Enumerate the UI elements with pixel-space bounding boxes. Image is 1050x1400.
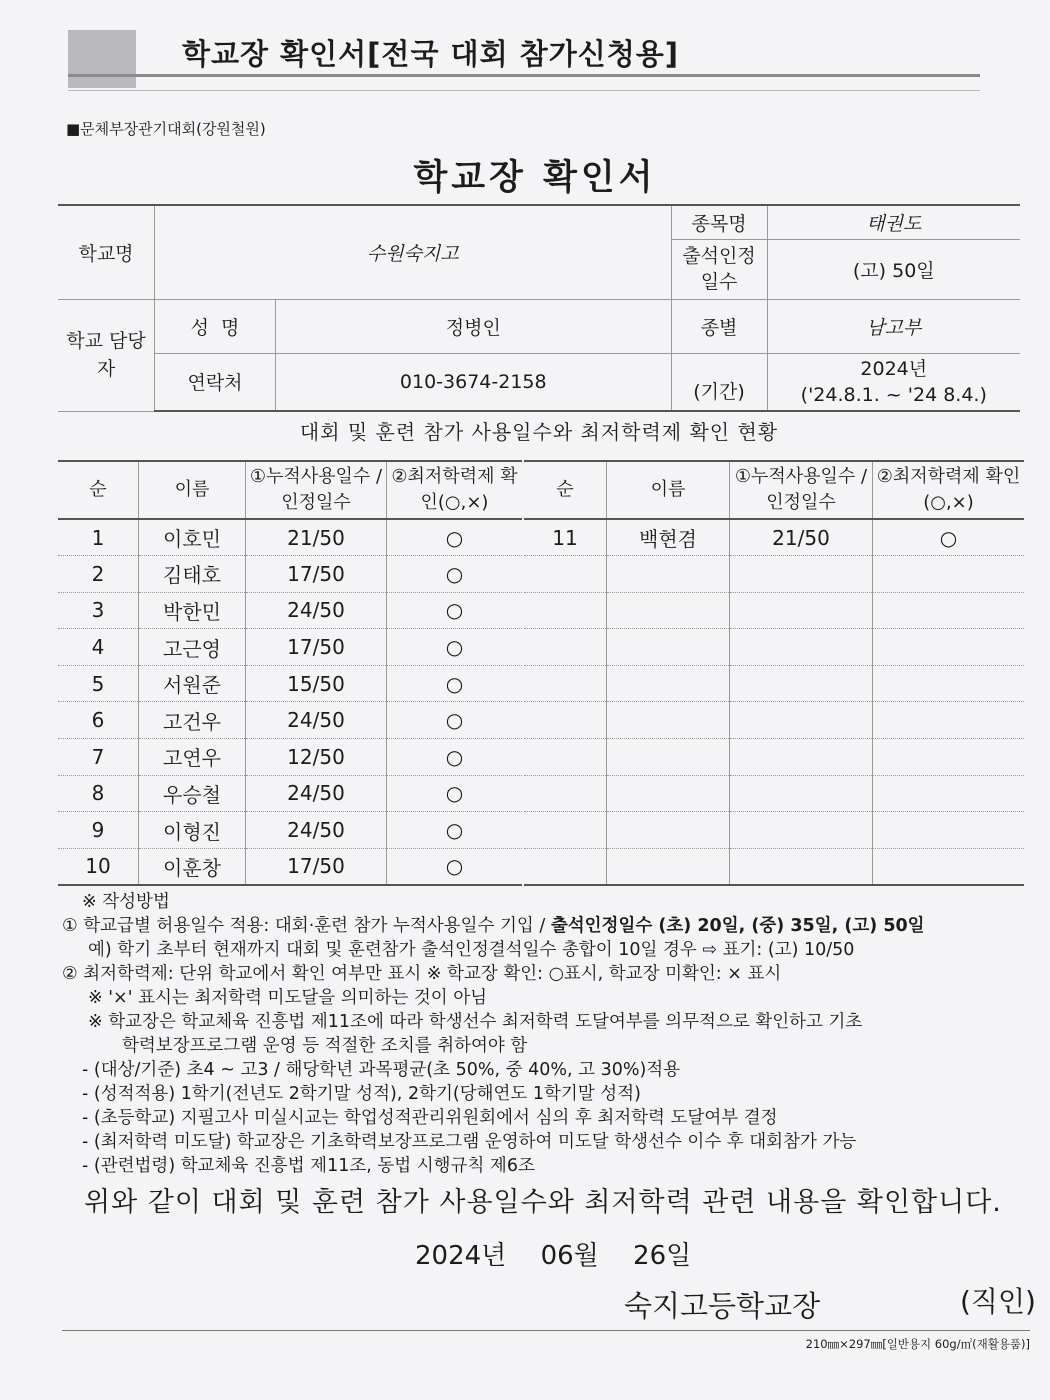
note-3: ※ '×' 표시는 최저학력 미도달을 의미하는 것이 아님 xyxy=(88,988,488,1008)
row-no xyxy=(524,812,607,849)
row-check xyxy=(873,848,1025,885)
row-days xyxy=(730,775,873,812)
division-label: 종별 xyxy=(671,299,767,353)
bullet-1: - (대상/기준) 초4 ~ 고3 / 해당학년 과목평균(초 50%, 중 40%, 고 30%)적용 xyxy=(82,1060,681,1080)
row-no: 4 xyxy=(58,629,139,666)
table-row xyxy=(524,519,1024,556)
row-check xyxy=(873,665,1025,702)
header-rule xyxy=(68,74,980,77)
row-days: 24/50 xyxy=(246,775,387,812)
row-no: 5 xyxy=(58,665,139,702)
row-no: 6 xyxy=(58,702,139,739)
row-no xyxy=(524,848,607,885)
col-no: 순 xyxy=(524,461,607,519)
date-day: 26일 xyxy=(633,1241,692,1271)
row-days: 17/50 xyxy=(246,629,387,666)
table-row xyxy=(524,812,1024,849)
row-name: 이훈창 xyxy=(139,848,246,885)
row-days: 15/50 xyxy=(246,665,387,702)
table-row xyxy=(58,665,522,702)
table-row xyxy=(58,848,522,885)
roster-section-title: 대회 및 훈련 참가 사용일수와 최저학력제 확인 현황 xyxy=(299,420,779,444)
row-no: 2 xyxy=(58,556,139,593)
row-no: 3 xyxy=(58,592,139,629)
row-days xyxy=(730,665,873,702)
table-row xyxy=(524,629,1024,666)
row-check xyxy=(873,629,1025,666)
bullet-5: - (관련법령) 학교체육 진흥법 제11조, 동법 시행규칙 제6조 xyxy=(82,1156,535,1176)
row-no xyxy=(524,702,607,739)
row-name xyxy=(607,556,730,593)
table-row xyxy=(58,592,522,629)
row-check xyxy=(873,775,1025,812)
row-days xyxy=(730,812,873,849)
roster-left-body xyxy=(58,519,522,885)
note-4-cont: 학력보장프로그램 운영 등 적절한 조치를 취하여야 함 xyxy=(122,1036,528,1056)
row-days xyxy=(730,739,873,776)
note-1-example: 예) 학기 초부터 현재까지 대회 및 훈련참가 출석인정결석일수 총합이 10일 경우 ⇨ 표기: (고) 10/50 xyxy=(88,940,855,960)
row-name: 우승철 xyxy=(139,775,246,812)
date-month: 06월 xyxy=(540,1241,599,1271)
row-name: 백현겸 xyxy=(607,519,730,556)
row-days: 24/50 xyxy=(246,812,387,849)
header-rule-thin xyxy=(68,90,980,91)
table-row xyxy=(58,702,522,739)
row-no: 11 xyxy=(524,519,607,556)
table-row xyxy=(524,665,1024,702)
division-value: 남고부 xyxy=(767,299,1020,353)
row-check: ○ xyxy=(387,592,523,629)
row-days: 12/50 xyxy=(246,739,387,776)
table-row xyxy=(524,739,1024,776)
official-seal: (직인) xyxy=(960,1285,1036,1318)
bullet-2: - (성적적용) 1학기(전년도 2학기말 성적), 2학기(당해연도 1학기말 성적) xyxy=(82,1084,641,1104)
row-name xyxy=(607,592,730,629)
row-days: 24/50 xyxy=(246,592,387,629)
roster-table-right xyxy=(524,460,1024,886)
row-check: ○ xyxy=(387,775,523,812)
col-academic: ②최저학력제 확인(○,×) xyxy=(387,461,523,519)
bullet-3: - (초등학교) 지필고사 미실시교는 학업성적관리위원회에서 심의 후 최저학력 도달여부 결정 xyxy=(82,1108,778,1128)
attendance-label: 출석인정 일수 xyxy=(671,239,767,299)
contact-label: 연락처 xyxy=(155,353,276,411)
col-name: 이름 xyxy=(139,461,246,519)
bullet-4: - (최저학력 미도달) 학교장은 기초학력보장프로그램 운영하여 미도달 학생선수 이수 후 대회참가 가능 xyxy=(82,1132,857,1152)
row-name: 김태호 xyxy=(139,556,246,593)
document-title: 학교장 확인서 xyxy=(413,158,657,198)
instructions xyxy=(62,890,1037,1178)
row-no xyxy=(524,775,607,812)
col-days: ①누적사용일수 /인정일수 xyxy=(730,461,873,519)
school-value: 수원숙지고 xyxy=(155,205,672,299)
notes-heading: ※ 작성방법 xyxy=(82,892,170,912)
competition-name: ■문체부장관기대회(강원철원) xyxy=(66,120,266,138)
row-days: 21/50 xyxy=(730,519,873,556)
name-label: 성 명 xyxy=(155,299,276,353)
col-no: 순 xyxy=(58,461,139,519)
school-label: 학교명 xyxy=(58,205,155,299)
period-value xyxy=(767,353,1020,411)
row-check: ○ xyxy=(387,665,523,702)
row-check: ○ xyxy=(387,812,523,849)
row-check xyxy=(873,592,1025,629)
row-name: 고건우 xyxy=(139,702,246,739)
note-4: ※ 학교장은 학교체육 진흥법 제11조에 따라 학생선수 최저학력 도달여부를 의무적으로 확인하고 기초 xyxy=(88,1012,863,1032)
event-label: 종목명 xyxy=(671,205,767,239)
row-name: 박한민 xyxy=(139,592,246,629)
row-name: 서원준 xyxy=(139,665,246,702)
principal-title: 숙지고등학교장 xyxy=(624,1289,821,1323)
row-no: 8 xyxy=(58,775,139,812)
col-days: ①누적사용일수 /인정일수 xyxy=(246,461,387,519)
row-no xyxy=(524,556,607,593)
roster-right-body xyxy=(524,519,1024,885)
row-no: 9 xyxy=(58,812,139,849)
row-days: 24/50 xyxy=(246,702,387,739)
row-check xyxy=(873,812,1025,849)
row-name xyxy=(607,775,730,812)
row-days xyxy=(730,629,873,666)
school-info-table xyxy=(58,204,1020,412)
row-days xyxy=(730,702,873,739)
event-value: 태권도 xyxy=(767,205,1020,239)
attendance-value: (고) 50일 xyxy=(767,239,1020,299)
row-check: ○ xyxy=(387,702,523,739)
row-no xyxy=(524,629,607,666)
bottom-rule xyxy=(62,1330,1030,1331)
row-no: 1 xyxy=(58,519,139,556)
row-check: ○ xyxy=(387,739,523,776)
period-range: ('24.8.1. ~ '24 8.4.) xyxy=(800,383,987,406)
row-check: ○ xyxy=(387,556,523,593)
row-days xyxy=(730,848,873,885)
row-name: 고근영 xyxy=(139,629,246,666)
row-days: 17/50 xyxy=(246,848,387,885)
manager-label: 학교 담당자 xyxy=(58,299,155,411)
date-year: 2024년 xyxy=(415,1241,507,1271)
row-check xyxy=(873,702,1025,739)
row-name xyxy=(607,739,730,776)
table-row xyxy=(58,556,522,593)
row-name xyxy=(607,812,730,849)
table-row xyxy=(58,519,522,556)
row-name xyxy=(607,848,730,885)
roster-table-left xyxy=(58,460,522,886)
col-academic: ②최저학력제 확인(○,×) xyxy=(873,461,1025,519)
issue-date xyxy=(415,1235,717,1272)
row-name: 고연우 xyxy=(139,739,246,776)
name-value: 정병인 xyxy=(276,299,672,353)
note-2: ② 최저학력제: 단위 학교에서 확인 여부만 표시 ※ 학교장 확인: ○표시, 학교장 미확인: × 표시 xyxy=(62,964,782,984)
table-row xyxy=(524,848,1024,885)
row-check xyxy=(873,739,1025,776)
note-1 xyxy=(62,914,1037,938)
row-name: 이호민 xyxy=(139,519,246,556)
row-no xyxy=(524,592,607,629)
row-no xyxy=(524,739,607,776)
table-row xyxy=(524,592,1024,629)
row-check: ○ xyxy=(387,629,523,666)
row-days xyxy=(730,556,873,593)
table-row xyxy=(58,775,522,812)
row-no xyxy=(524,665,607,702)
row-check xyxy=(873,556,1025,593)
row-days: 21/50 xyxy=(246,519,387,556)
row-name xyxy=(607,665,730,702)
header-title: 학교장 확인서[전국 대회 참가신청용] xyxy=(182,37,680,71)
table-row xyxy=(58,629,522,666)
note-1-text: ① 학교급별 허용일수 적용: 대회·훈련 참가 누적사용일수 기입 / xyxy=(62,916,551,936)
row-no: 7 xyxy=(58,739,139,776)
row-days: 17/50 xyxy=(246,556,387,593)
table-row xyxy=(524,775,1024,812)
period-year: 2024년 xyxy=(860,357,928,380)
row-check: ○ xyxy=(873,519,1025,556)
row-check: ○ xyxy=(387,519,523,556)
period-label: (기간) xyxy=(671,353,767,411)
paper-spec: 210㎜×297㎜[일반용지 60g/㎡(재활용품)] xyxy=(805,1337,1030,1351)
row-name xyxy=(607,702,730,739)
contact-value: 010-3674-2158 xyxy=(276,353,672,411)
confirmation-statement: 위와 같이 대회 및 훈련 참가 사용일수와 최저학력 관련 내용을 확인합니다. xyxy=(84,1187,1002,1218)
row-check: ○ xyxy=(387,848,523,885)
table-row xyxy=(58,739,522,776)
header-marker xyxy=(68,30,136,88)
table-row xyxy=(524,556,1024,593)
row-days xyxy=(730,592,873,629)
row-name xyxy=(607,629,730,666)
row-name: 이형진 xyxy=(139,812,246,849)
table-row xyxy=(524,702,1024,739)
col-name: 이름 xyxy=(607,461,730,519)
table-row xyxy=(58,812,522,849)
note-1-bold: 출석인정일수 (초) 20일, (중) 35일, (고) 50일 xyxy=(550,916,925,936)
row-no: 10 xyxy=(58,848,139,885)
